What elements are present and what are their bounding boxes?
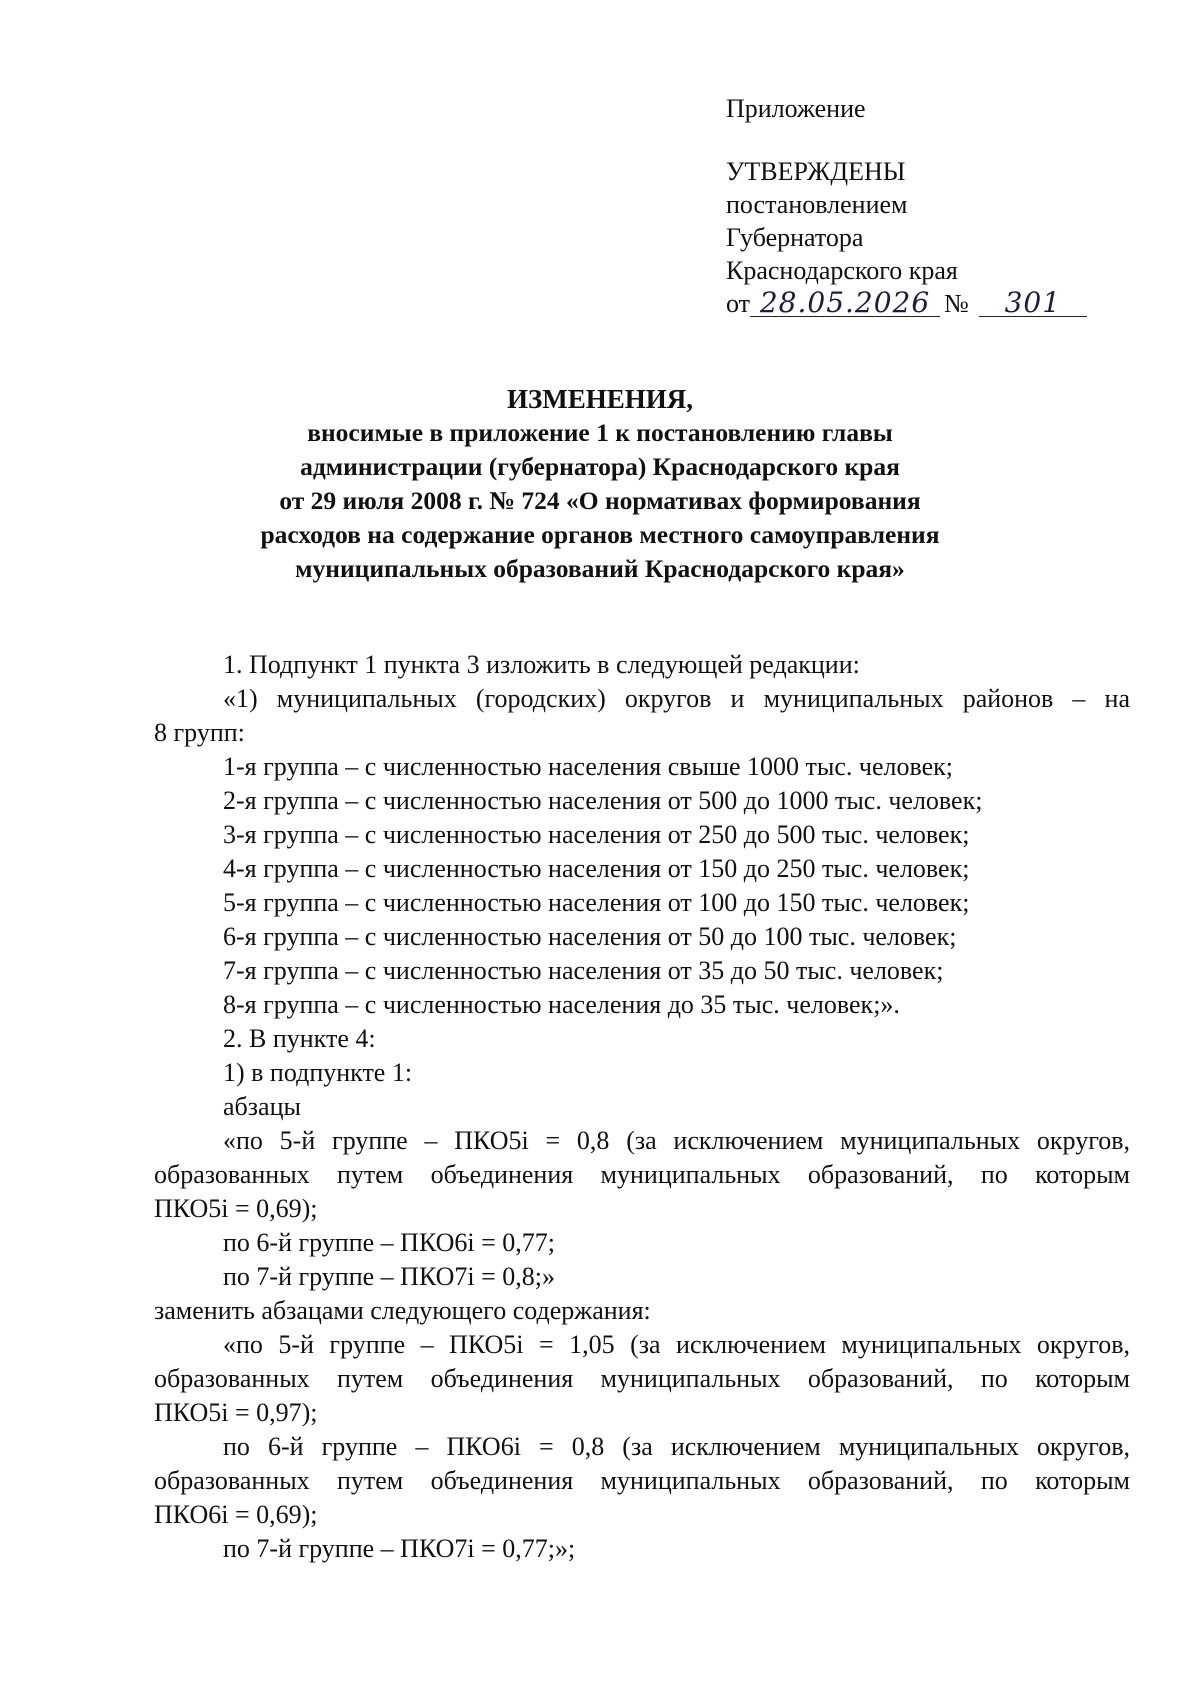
old-text-line: по 7-й группе – ПКО7i = 0,8;» [223,1262,556,1291]
old-text-line: «по 5-й группе – ПКО5i = 0,8 (за исключением муниципальных округов, [223,1126,1130,1155]
replace-instruction: заменить абзацами следующего содержания: [154,1296,651,1325]
group-line: 8-я группа – с численностью населения до 35 тыс. человек;». [223,990,900,1019]
paragraphs-word: абзацы [223,1092,301,1121]
number-sign: № [944,289,969,318]
old-text-line: ПКО5i = 0,69); [154,1194,318,1223]
old-text-line: образованных путем объединения муниципальных образований, по которым [154,1160,1130,1189]
group-line: 3-я группа – с численностью населения от 250 до 500 тыс. человек; [223,820,970,849]
title-line: ИЗМЕНЕНИЯ, [506,384,693,414]
appendix-label: Приложение [726,94,866,123]
handwritten-number: 301 [979,290,1087,317]
handwritten-date: 28.05.2026 [750,290,940,317]
date-prefix: от [726,289,751,318]
decree-label: постановлением [726,190,908,219]
document-title [150,382,1050,586]
group-line: 6-я группа – с численностью населения от 50 до 100 тыс. человек; [223,922,957,951]
paragraph-2-heading: 2. В пункте 4: [223,1024,376,1053]
paragraph-1-quote-line: 8 групп: [154,718,245,747]
new-text-line: образованных путем объединения муниципальных образований, по которым [154,1364,1130,1393]
old-text-line: по 6-й группе – ПКО6i = 0,77; [223,1228,556,1257]
new-text-line: «по 5-й группе – ПКО5i = 1,05 (за исключением муниципальных округов, [223,1330,1130,1359]
new-text-line: образованных путем объединения муниципальных образований, по которым [154,1466,1130,1495]
group-line: 7-я группа – с численностью населения от 35 до 50 тыс. человек; [223,956,944,985]
title-line: расходов на содержание органов местного самоуправления [260,520,940,549]
governor-label: Губернатора [726,223,864,252]
group-line: 2-я группа – с численностью населения от 500 до 1000 тыс. человек; [223,786,983,815]
date-number-row [726,286,1087,319]
title-line: от 29 июля 2008 г. № 724 «О нормативах формирования [279,486,921,515]
group-line: 1-я группа – с численностью населения свыше 1000 тыс. человек; [223,752,954,781]
group-line: 5-я группа – с численностью населения от 100 до 150 тыс. человек; [223,888,970,917]
subparagraph-1-heading: 1) в подпункте 1: [223,1058,413,1087]
new-text-line: ПКО6i = 0,69); [154,1500,318,1529]
title-line: вносимые в приложение 1 к постановлению главы [307,418,893,447]
title-line: муниципальных образований Краснодарского края» [295,554,905,583]
region-label: Краснодарского края [726,256,958,285]
group-line: 4-я группа – с численностью населения от 150 до 250 тыс. человек; [223,854,970,883]
paragraph-1-heading: 1. Подпункт 1 пункта 3 изложить в следующей редакции: [223,650,860,679]
new-text-line: по 7-й группе – ПКО7i = 0,77;»; [223,1534,576,1563]
new-text-line: по 6-й группе – ПКО6i = 0,8 (за исключением муниципальных округов, [223,1432,1130,1461]
new-text-line: ПКО5i = 0,97); [154,1398,318,1427]
paragraph-1-quote-line: «1) муниципальных (городских) округов и муниципальных районов – на [223,684,1130,713]
title-line: администрации (губернатора) Краснодарского края [300,452,900,481]
approved-label: УТВЕРЖДЕНЫ [726,157,906,186]
